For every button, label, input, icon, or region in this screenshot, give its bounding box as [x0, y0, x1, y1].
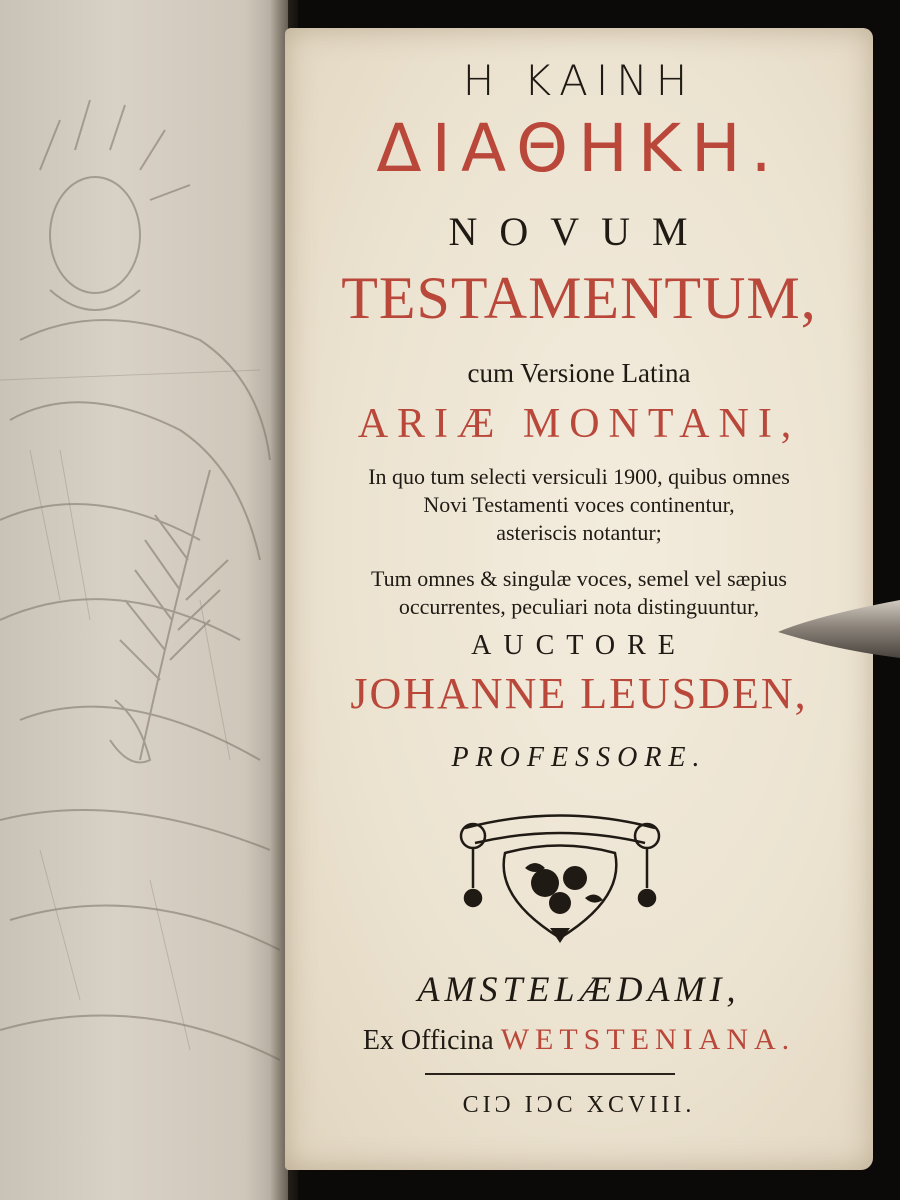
latin-title-novum: NOVUM: [448, 209, 710, 254]
professore-line: PROFESSORE.: [451, 742, 707, 773]
date-line: CIϽ IϽC XCVIII.: [462, 1092, 696, 1118]
greek-title-line2: ΔΙΑΘΗΚΗ.: [376, 110, 782, 187]
ariae-montani-line: ARIÆ MONTANI,: [357, 401, 801, 447]
author-name: JOHANNE LEUSDEN,: [350, 669, 808, 718]
description-line2: Novi Testamenti voces continentur,: [423, 492, 735, 517]
pointer-tool-icon: [776, 594, 900, 666]
auctore-line: AUCTORE: [471, 630, 687, 661]
greek-title-line1: Η ΚΑΙΝΗ: [462, 56, 696, 105]
ex-officina: Ex Officina: [362, 1025, 494, 1056]
description-line3: asteriscis notantur;: [496, 520, 662, 545]
publisher-line: [285, 1023, 873, 1057]
publisher-name: WETSTENIANA.: [500, 1023, 796, 1056]
description-line4: Tum omnes & singulæ voces, semel vel sæpius: [371, 566, 787, 591]
versione-line: cum Versione Latina: [467, 358, 691, 388]
divider-rule: [425, 1073, 675, 1075]
description-line5: occurrentes, peculiari nota distinguuntur,: [398, 594, 760, 619]
frontispiece-page: [0, 0, 288, 1200]
description-line1: In quo tum selecti versiculi 1900, quibus omnes: [368, 464, 790, 489]
place-line: AMSTELÆDAMI,: [417, 969, 741, 1009]
engraved-figure-icon: [0, 0, 288, 1200]
fruit-basket-ornament-icon: [445, 798, 675, 948]
latin-title-testamentum: TESTAMENTUM,: [341, 265, 817, 331]
